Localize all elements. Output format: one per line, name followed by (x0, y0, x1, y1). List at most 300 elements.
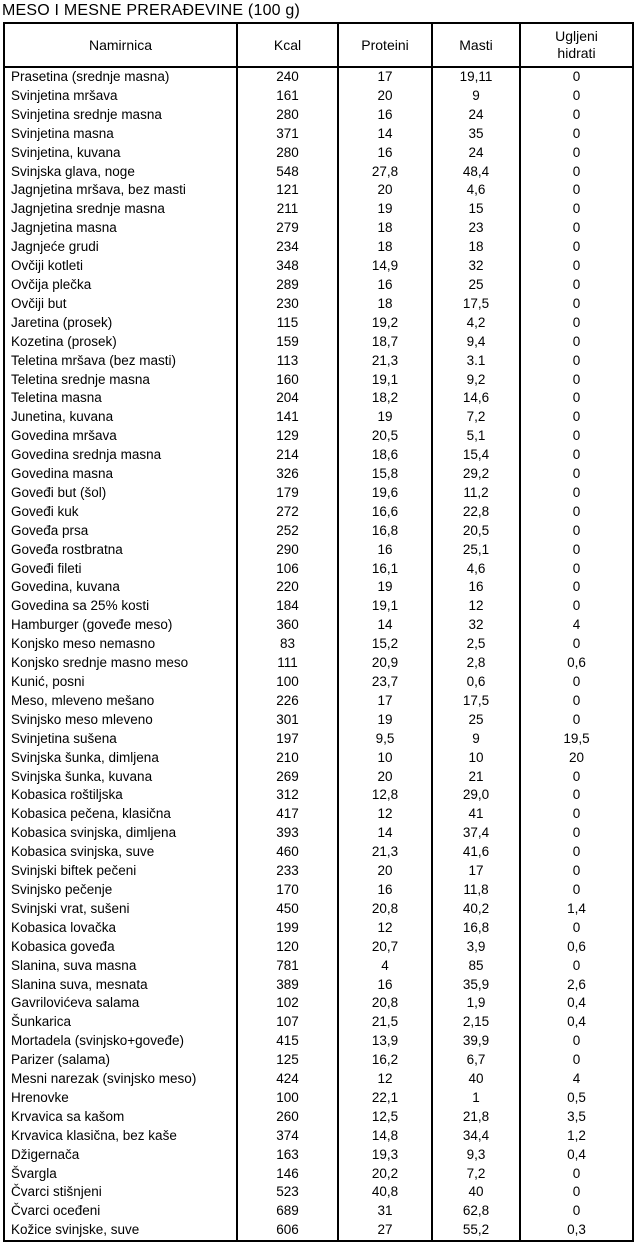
cell-proteini: 16 (338, 541, 432, 560)
table-row (4, 597, 633, 616)
table-row (4, 578, 633, 597)
table-row (4, 125, 633, 144)
cell-proteini: 20,2 (338, 1165, 432, 1184)
cell-kcal: 211 (237, 200, 338, 219)
cell-kcal: 141 (237, 408, 338, 427)
table-row (4, 711, 633, 730)
cell-namirnica: Čvarci stišnjeni (4, 1183, 237, 1202)
cell-proteini: 20,8 (338, 900, 432, 919)
table-row (4, 1032, 633, 1051)
cell-proteini: 16,1 (338, 560, 432, 579)
cell-namirnica: Svinjetina sušena (4, 730, 237, 749)
cell-ugljeni-hidrati: 0 (520, 333, 633, 352)
cell-proteini: 14 (338, 125, 432, 144)
cell-proteini: 18 (338, 219, 432, 238)
cell-namirnica: Hamburger (goveđe meso) (4, 616, 237, 635)
cell-proteini: 16 (338, 881, 432, 900)
cell-namirnica: Ovčija plečka (4, 276, 237, 295)
table-row (4, 200, 633, 219)
table-row (4, 560, 633, 579)
cell-namirnica: Slanina, suva masna (4, 957, 237, 976)
cell-kcal: 159 (237, 333, 338, 352)
cell-ugljeni-hidrati: 0 (520, 503, 633, 522)
cell-ugljeni-hidrati: 0 (520, 692, 633, 711)
cell-namirnica: Svinjsko meso mleveno (4, 711, 237, 730)
cell-masti: 17 (432, 862, 520, 881)
table-row (4, 824, 633, 843)
cell-namirnica: Teletina mršava (bez masti) (4, 352, 237, 371)
cell-ugljeni-hidrati: 0 (520, 843, 633, 862)
table-row (4, 314, 633, 333)
cell-masti: 10 (432, 749, 520, 768)
cell-masti: 40,2 (432, 900, 520, 919)
table-row (4, 257, 633, 276)
cell-masti: 62,8 (432, 1202, 520, 1221)
cell-masti: 25 (432, 276, 520, 295)
cell-namirnica: Teletina masna (4, 389, 237, 408)
cell-ugljeni-hidrati: 0 (520, 1051, 633, 1070)
cell-proteini: 20,9 (338, 654, 432, 673)
cell-proteini: 15,8 (338, 465, 432, 484)
table-row (4, 1070, 633, 1089)
cell-kcal: 417 (237, 805, 338, 824)
cell-namirnica: Goveđa prsa (4, 522, 237, 541)
cell-kcal: 161 (237, 87, 338, 106)
cell-namirnica: Meso, mleveno mešano (4, 692, 237, 711)
table-row (4, 1089, 633, 1108)
table-row (4, 1221, 633, 1241)
table-row (4, 1051, 633, 1070)
cell-ugljeni-hidrati: 0 (520, 862, 633, 881)
table-row (4, 1127, 633, 1146)
cell-kcal: 260 (237, 1108, 338, 1127)
cell-kcal: 234 (237, 238, 338, 257)
table-row (4, 389, 633, 408)
cell-namirnica: Junetina, kuvana (4, 408, 237, 427)
cell-masti: 34,4 (432, 1127, 520, 1146)
cell-kcal: 312 (237, 786, 338, 805)
cell-kcal: 163 (237, 1146, 338, 1165)
table-row (4, 919, 633, 938)
table-header (4, 23, 633, 67)
table-row (4, 1146, 633, 1165)
cell-masti: 41,6 (432, 843, 520, 862)
cell-masti: 20,5 (432, 522, 520, 541)
table-row (4, 408, 633, 427)
cell-proteini: 14,8 (338, 1127, 432, 1146)
cell-kcal: 184 (237, 597, 338, 616)
cell-proteini: 20,7 (338, 938, 432, 957)
cell-namirnica: Svinjski vrat, sušeni (4, 900, 237, 919)
cell-namirnica: Ovčiji kotleti (4, 257, 237, 276)
cell-ugljeni-hidrati: 0 (520, 446, 633, 465)
cell-namirnica: Jagnjetina mršava, bez masti (4, 181, 237, 200)
cell-masti: 2,8 (432, 654, 520, 673)
cell-masti: 3.1 (432, 352, 520, 371)
cell-ugljeni-hidrati: 0 (520, 484, 633, 503)
table-row (4, 333, 633, 352)
cell-kcal: 120 (237, 938, 338, 957)
cell-proteini: 19,1 (338, 597, 432, 616)
table-row (4, 522, 633, 541)
cell-namirnica: Parizer (salama) (4, 1051, 237, 1070)
cell-masti: 37,4 (432, 824, 520, 843)
cell-ugljeni-hidrati: 0 (520, 257, 633, 276)
cell-ugljeni-hidrati: 2,6 (520, 976, 633, 995)
cell-kcal: 240 (237, 67, 338, 87)
cell-kcal: 326 (237, 465, 338, 484)
cell-proteini: 16 (338, 276, 432, 295)
cell-ugljeni-hidrati: 0 (520, 1202, 633, 1221)
cell-proteini: 20 (338, 181, 432, 200)
cell-masti: 9,4 (432, 333, 520, 352)
cell-masti: 25,1 (432, 541, 520, 560)
cell-namirnica: Svinjski biftek pečeni (4, 862, 237, 881)
cell-ugljeni-hidrati: 1,2 (520, 1127, 633, 1146)
table-row (4, 219, 633, 238)
cell-kcal: 415 (237, 1032, 338, 1051)
table-row (4, 862, 633, 881)
cell-ugljeni-hidrati: 0 (520, 768, 633, 787)
table-row (4, 900, 633, 919)
table-row (4, 1108, 633, 1127)
table-row (4, 67, 633, 87)
cell-proteini: 16,6 (338, 503, 432, 522)
table-row (4, 692, 633, 711)
cell-namirnica: Kobasica pečena, klasična (4, 805, 237, 824)
column-header-masti: Masti (432, 23, 520, 67)
cell-proteini: 9,5 (338, 730, 432, 749)
table-row (4, 881, 633, 900)
cell-namirnica: Svinjetina srednje masna (4, 106, 237, 125)
cell-ugljeni-hidrati: 0 (520, 1183, 633, 1202)
cell-namirnica: Svinjetina, kuvana (4, 144, 237, 163)
cell-masti: 17,5 (432, 692, 520, 711)
cell-ugljeni-hidrati: 0 (520, 181, 633, 200)
column-header-kcal: Kcal (237, 23, 338, 67)
cell-kcal: 111 (237, 654, 338, 673)
cell-proteini: 19 (338, 711, 432, 730)
column-header-namirnica: Namirnica (4, 23, 237, 67)
cell-ugljeni-hidrati: 4 (520, 616, 633, 635)
cell-namirnica: Jagnjeće grudi (4, 238, 237, 257)
cell-kcal: 290 (237, 541, 338, 560)
cell-ugljeni-hidrati: 0 (520, 786, 633, 805)
cell-namirnica: Goveđi fileti (4, 560, 237, 579)
cell-ugljeni-hidrati: 0 (520, 1032, 633, 1051)
cell-namirnica: Goveđi kuk (4, 503, 237, 522)
cell-kcal: 179 (237, 484, 338, 503)
cell-masti: 1,9 (432, 994, 520, 1013)
cell-kcal: 125 (237, 1051, 338, 1070)
cell-namirnica: Gavrilovićeva salama (4, 994, 237, 1013)
cell-kcal: 360 (237, 616, 338, 635)
column-header-ugljeni-hidrati-label: Ugljeni hidrati (555, 28, 598, 61)
cell-namirnica: Svinjetina masna (4, 125, 237, 144)
cell-masti: 7,2 (432, 1165, 520, 1184)
cell-namirnica: Svinjska glava, noge (4, 163, 237, 182)
cell-ugljeni-hidrati: 3,5 (520, 1108, 633, 1127)
cell-proteini: 20 (338, 862, 432, 881)
cell-namirnica: Govedina mršava (4, 427, 237, 446)
cell-proteini: 10 (338, 749, 432, 768)
cell-ugljeni-hidrati: 0 (520, 427, 633, 446)
cell-ugljeni-hidrati: 0 (520, 635, 633, 654)
cell-proteini: 27 (338, 1221, 432, 1241)
cell-proteini: 18,6 (338, 446, 432, 465)
cell-kcal: 280 (237, 106, 338, 125)
cell-proteini: 19 (338, 408, 432, 427)
table-row (4, 616, 633, 635)
cell-namirnica: Kobasica roštiljska (4, 786, 237, 805)
cell-namirnica: Kunić, posni (4, 673, 237, 692)
cell-masti: 40 (432, 1183, 520, 1202)
cell-masti: 21,8 (432, 1108, 520, 1127)
table-row (4, 635, 633, 654)
cell-masti: 2,5 (432, 635, 520, 654)
cell-kcal: 374 (237, 1127, 338, 1146)
cell-ugljeni-hidrati: 0 (520, 711, 633, 730)
cell-namirnica: Krvavica sa kašom (4, 1108, 237, 1127)
cell-proteini: 27,8 (338, 163, 432, 182)
cell-kcal: 102 (237, 994, 338, 1013)
cell-ugljeni-hidrati: 0 (520, 352, 633, 371)
table-row (4, 654, 633, 673)
cell-ugljeni-hidrati: 0 (520, 87, 633, 106)
cell-ugljeni-hidrati: 0,5 (520, 1089, 633, 1108)
cell-proteini: 16 (338, 106, 432, 125)
cell-ugljeni-hidrati: 0 (520, 578, 633, 597)
cell-proteini: 19 (338, 578, 432, 597)
cell-ugljeni-hidrati: 0 (520, 314, 633, 333)
table-row (4, 957, 633, 976)
cell-proteini: 22,1 (338, 1089, 432, 1108)
table-row (4, 749, 633, 768)
cell-ugljeni-hidrati: 0 (520, 1165, 633, 1184)
cell-kcal: 301 (237, 711, 338, 730)
table-row (4, 181, 633, 200)
table-row (4, 427, 633, 446)
cell-masti: 14,6 (432, 389, 520, 408)
cell-masti: 32 (432, 257, 520, 276)
cell-ugljeni-hidrati: 0 (520, 919, 633, 938)
cell-ugljeni-hidrati: 0 (520, 541, 633, 560)
cell-kcal: 204 (237, 389, 338, 408)
cell-kcal: 548 (237, 163, 338, 182)
table-row (4, 976, 633, 995)
cell-namirnica: Mesni narezak (svinjsko meso) (4, 1070, 237, 1089)
cell-masti: 18 (432, 238, 520, 257)
cell-ugljeni-hidrati: 0 (520, 276, 633, 295)
cell-ugljeni-hidrati: 0,4 (520, 1013, 633, 1032)
table-row (4, 843, 633, 862)
cell-kcal: 100 (237, 1089, 338, 1108)
cell-kcal: 220 (237, 578, 338, 597)
cell-ugljeni-hidrati: 0,6 (520, 938, 633, 957)
cell-ugljeni-hidrati: 0 (520, 389, 633, 408)
cell-masti: 24 (432, 106, 520, 125)
cell-ugljeni-hidrati: 0 (520, 200, 633, 219)
column-header-ugljeni-hidrati (520, 23, 633, 67)
cell-ugljeni-hidrati: 20 (520, 749, 633, 768)
cell-proteini: 19 (338, 200, 432, 219)
table-row (4, 144, 633, 163)
cell-proteini: 14,9 (338, 257, 432, 276)
cell-kcal: 226 (237, 692, 338, 711)
cell-masti: 2,15 (432, 1013, 520, 1032)
cell-kcal: 100 (237, 673, 338, 692)
cell-masti: 22,8 (432, 503, 520, 522)
cell-ugljeni-hidrati: 0 (520, 408, 633, 427)
cell-proteini: 16,2 (338, 1051, 432, 1070)
cell-kcal: 523 (237, 1183, 338, 1202)
cell-ugljeni-hidrati: 0 (520, 219, 633, 238)
cell-ugljeni-hidrati: 0 (520, 106, 633, 125)
cell-proteini: 16 (338, 976, 432, 995)
cell-masti: 11,8 (432, 881, 520, 900)
cell-kcal: 279 (237, 219, 338, 238)
cell-ugljeni-hidrati: 0 (520, 597, 633, 616)
cell-proteini: 12,5 (338, 1108, 432, 1127)
cell-kcal: 199 (237, 919, 338, 938)
table-row (4, 295, 633, 314)
cell-masti: 0,6 (432, 673, 520, 692)
cell-namirnica: Svinjetina mršava (4, 87, 237, 106)
cell-proteini: 23,7 (338, 673, 432, 692)
table-row (4, 87, 633, 106)
cell-namirnica: Mortadela (svinjsko+goveđe) (4, 1032, 237, 1051)
cell-ugljeni-hidrati: 0 (520, 560, 633, 579)
cell-masti: 48,4 (432, 163, 520, 182)
cell-kcal: 160 (237, 371, 338, 390)
cell-ugljeni-hidrati: 0 (520, 125, 633, 144)
table-row (4, 730, 633, 749)
cell-kcal: 450 (237, 900, 338, 919)
cell-masti: 29,0 (432, 786, 520, 805)
cell-proteini: 19,1 (338, 371, 432, 390)
table-row (4, 1202, 633, 1221)
table-row (4, 1165, 633, 1184)
cell-masti: 15 (432, 200, 520, 219)
cell-masti: 3,9 (432, 938, 520, 957)
cell-kcal: 272 (237, 503, 338, 522)
cell-masti: 15,4 (432, 446, 520, 465)
table-row (4, 352, 633, 371)
cell-masti: 21 (432, 768, 520, 787)
cell-ugljeni-hidrati: 0 (520, 805, 633, 824)
cell-kcal: 106 (237, 560, 338, 579)
cell-namirnica: Kobasica lovačka (4, 919, 237, 938)
cell-masti: 29,2 (432, 465, 520, 484)
cell-proteini: 20 (338, 87, 432, 106)
cell-kcal: 233 (237, 862, 338, 881)
table-row (4, 106, 633, 125)
cell-kcal: 781 (237, 957, 338, 976)
cell-masti: 23 (432, 219, 520, 238)
cell-masti: 6,7 (432, 1051, 520, 1070)
cell-namirnica: Švargla (4, 1165, 237, 1184)
table-row (4, 446, 633, 465)
cell-proteini: 13,9 (338, 1032, 432, 1051)
cell-ugljeni-hidrati: 0 (520, 465, 633, 484)
cell-masti: 7,2 (432, 408, 520, 427)
cell-proteini: 12 (338, 919, 432, 938)
cell-namirnica: Svinjska šunka, kuvana (4, 768, 237, 787)
cell-namirnica: Prasetina (srednje masna) (4, 67, 237, 87)
cell-kcal: 280 (237, 144, 338, 163)
cell-masti: 39,9 (432, 1032, 520, 1051)
cell-masti: 9,3 (432, 1146, 520, 1165)
cell-namirnica: Kožice svinjske, suve (4, 1221, 237, 1241)
cell-ugljeni-hidrati: 0 (520, 295, 633, 314)
cell-namirnica: Goveđa rostbratna (4, 541, 237, 560)
cell-kcal: 146 (237, 1165, 338, 1184)
cell-kcal: 424 (237, 1070, 338, 1089)
cell-proteini: 14 (338, 824, 432, 843)
cell-ugljeni-hidrati: 0 (520, 163, 633, 182)
cell-kcal: 348 (237, 257, 338, 276)
cell-namirnica: Konjsko meso nemasno (4, 635, 237, 654)
cell-namirnica: Čvarci oceđeni (4, 1202, 237, 1221)
cell-ugljeni-hidrati: 0 (520, 144, 633, 163)
cell-masti: 40 (432, 1070, 520, 1089)
table-row (4, 673, 633, 692)
cell-masti: 5,1 (432, 427, 520, 446)
cell-namirnica: Govedina, kuvana (4, 578, 237, 597)
cell-masti: 11,2 (432, 484, 520, 503)
cell-namirnica: Krvavica klasična, bez kaše (4, 1127, 237, 1146)
cell-kcal: 689 (237, 1202, 338, 1221)
cell-namirnica: Džigernača (4, 1146, 237, 1165)
cell-ugljeni-hidrati: 0 (520, 522, 633, 541)
cell-masti: 9 (432, 87, 520, 106)
cell-proteini: 20,8 (338, 994, 432, 1013)
cell-proteini: 19,2 (338, 314, 432, 333)
cell-masti: 12 (432, 597, 520, 616)
cell-kcal: 107 (237, 1013, 338, 1032)
cell-ugljeni-hidrati: 0 (520, 957, 633, 976)
cell-masti: 16,8 (432, 919, 520, 938)
table-row (4, 805, 633, 824)
table-body (4, 67, 633, 1241)
cell-masti: 4,6 (432, 560, 520, 579)
table-row (4, 1183, 633, 1202)
cell-kcal: 113 (237, 352, 338, 371)
cell-ugljeni-hidrati: 19,5 (520, 730, 633, 749)
cell-masti: 41 (432, 805, 520, 824)
cell-masti: 35 (432, 125, 520, 144)
column-header-proteini: Proteini (338, 23, 432, 67)
cell-proteini: 4 (338, 957, 432, 976)
cell-namirnica: Ovčiji but (4, 295, 237, 314)
cell-ugljeni-hidrati: 0 (520, 881, 633, 900)
cell-namirnica: Šunkarica (4, 1013, 237, 1032)
table-row (4, 163, 633, 182)
cell-namirnica: Kobasica goveđa (4, 938, 237, 957)
table-row (4, 484, 633, 503)
cell-kcal: 170 (237, 881, 338, 900)
cell-kcal: 197 (237, 730, 338, 749)
header-row (4, 23, 633, 67)
cell-masti: 4,6 (432, 181, 520, 200)
cell-proteini: 31 (338, 1202, 432, 1221)
cell-kcal: 230 (237, 295, 338, 314)
table-row (4, 371, 633, 390)
cell-namirnica: Govedina masna (4, 465, 237, 484)
cell-masti: 85 (432, 957, 520, 976)
cell-masti: 1 (432, 1089, 520, 1108)
cell-namirnica: Govedina srednja masna (4, 446, 237, 465)
